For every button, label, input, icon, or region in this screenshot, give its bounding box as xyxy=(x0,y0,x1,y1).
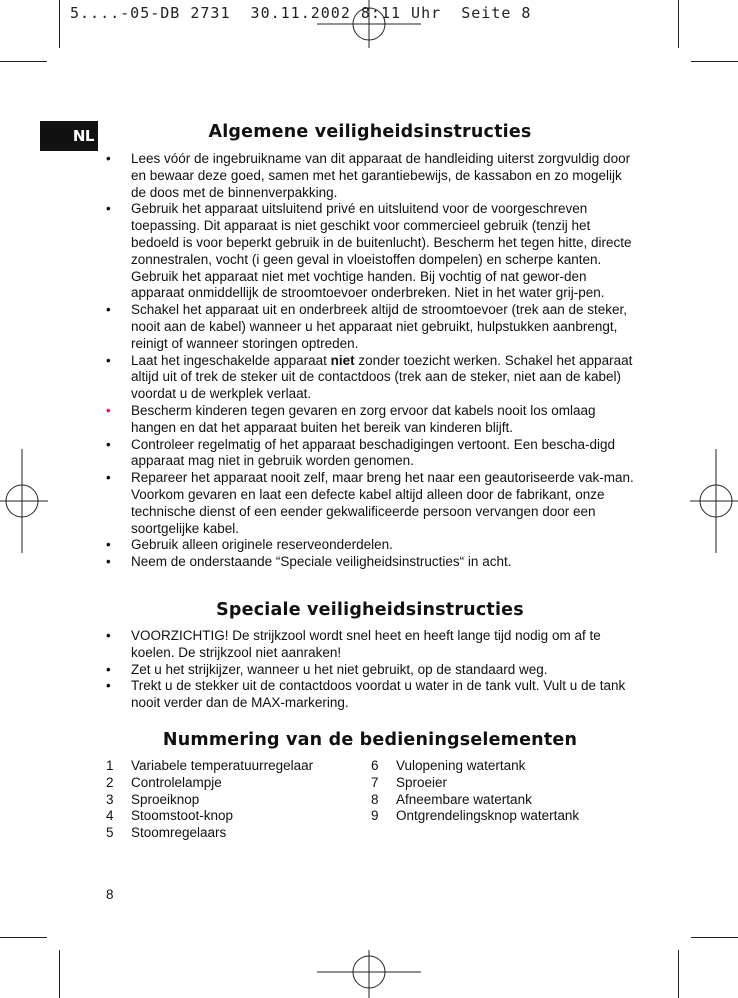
controls-list-left xyxy=(106,758,313,842)
crop-mark xyxy=(59,0,60,48)
list-item: • VOORZICHTIG! De strijkzool wordt snel heet en heeft lange tijd nodig om af te koelen. De strijkzool niet aanraken! xyxy=(106,628,601,660)
controls-list-right xyxy=(371,758,579,825)
list-item: 5 Stoomregelaars xyxy=(106,825,227,841)
crop-mark xyxy=(691,61,738,62)
list-item: • Zet u het strijkijzer, wanneer u het niet gebruikt, op de standaard weg. xyxy=(106,661,548,677)
accent-bullet: • xyxy=(106,402,111,418)
list-item: • Neem de onderstaande “Speciale veiligheidsinstructies“ in acht. xyxy=(106,554,512,570)
list-item: 6 Vulopening watertank xyxy=(371,758,526,773)
list-item: • Gebruik het apparaat uitsluitend privé en uitsluitend voor de voorgeschreven toepassing. Dit apparaat is niet geschikt voor commercieel gebruik (tenzij het bedoeld is voor beperkt gebruik in de buitenlucht). Bescherm het tegen hitte, directe zonnestralen, vocht (i geen geval in vloeistoffen dompelen) en scherpe kanten. Gebruik het apparaat niet met vochtige handen. Bij vochtig of nat gewor-den apparaat onmiddellijk de stroomtoevoer onderbreken. Niet in het water grij-pen. xyxy=(106,201,632,301)
list-item: 7 Sproeier xyxy=(371,774,448,790)
language-tab xyxy=(40,121,98,151)
crop-mark xyxy=(0,61,47,62)
section-title-general-safety: Algemene veiligheidsinstructies xyxy=(208,122,532,142)
list-item: • Schakel het apparaat uit en onderbreek altijd de stroomtoevoer (trek aan de steker, nooit aan de kabel) wanneer u het apparaat niet gebruikt, hulpstukken aanbrengt, reinigt of wanneer storingen optreden. xyxy=(106,302,628,351)
special-safety-list xyxy=(106,628,636,712)
crop-mark xyxy=(678,0,679,48)
list-item: 3 Sproeiknop xyxy=(106,791,200,807)
list-item: • Repareer het apparaat nooit zelf, maar breng het naar een geautoriseerde vak-man. Voorkom gevaren en laat een defecte kabel altijd alleen door de fabrikant, onze technische dienst of een eender gekwalificeerde persoon vervangen door een soortgelijke kabel. xyxy=(106,470,634,536)
list-item: • Trekt u de stekker uit de contactdoos voordat u water in de tank vult. Vult u de tank nooit verder dan de MAX-markering. xyxy=(106,678,626,711)
language-tab-label: NL xyxy=(72,127,94,145)
registration-mark-top-icon xyxy=(317,0,421,48)
registration-mark-left-icon xyxy=(0,449,48,553)
registration-mark-right-icon xyxy=(690,449,738,553)
crop-mark xyxy=(691,937,738,938)
list-item: • Laat het ingeschakelde apparaat niet zonder toezicht werken. Schakel het apparaat altijd uit of trek de steker uit de contactdoos (trek aan de steker, niet aan de kabel) voordat u de werkplek verlaat. xyxy=(106,352,633,402)
print-header: 5....-05-DB 2731 30.11.2002 8:11 Uhr Seite 8 xyxy=(70,4,532,22)
list-item: 8 Afneembare watertank xyxy=(371,791,532,807)
crop-mark xyxy=(678,950,679,998)
list-item: • Bescherm kinderen tegen gevaren en zorg ervoor dat kabels nooit los omlaag hangen en dat het apparaat buiten het bereik van kinderen blijft. xyxy=(106,402,596,435)
registration-mark-bottom-icon xyxy=(317,950,421,998)
list-item: • Controleer regelmatig of het apparaat beschadigingen vertoont. Een bescha-digd apparaat mag niet in gebruik worden genomen. xyxy=(106,436,616,469)
emphasis-not: niet xyxy=(330,352,355,368)
crop-mark xyxy=(0,937,47,938)
list-item: 2 Controlelampje xyxy=(106,774,222,790)
list-item: • Lees vóór de ingebruikname van dit apparaat de handleiding uiterst zorgvuldig door en bewaar deze goed, samen met het garantiebewijs, de kassabon en zo mogelijk de doos met de binnenverpakking. xyxy=(106,151,631,200)
page-number: 8 xyxy=(106,887,114,902)
section-title-controls: Nummering van de bedieningselementen xyxy=(162,730,578,750)
list-item: 1 Variabele temperatuurregelaar xyxy=(106,758,314,773)
list-item: 9 Ontgrendelingsknop watertank xyxy=(371,808,580,824)
list-item: • Gebruik alleen originele reserveonderdelen. xyxy=(106,537,393,553)
list-item: 4 Stoomstoot-knop xyxy=(106,808,234,824)
section-title-special-safety: Speciale veiligheidsinstructies xyxy=(216,600,524,620)
crop-mark xyxy=(59,950,60,998)
general-safety-list xyxy=(106,151,636,571)
